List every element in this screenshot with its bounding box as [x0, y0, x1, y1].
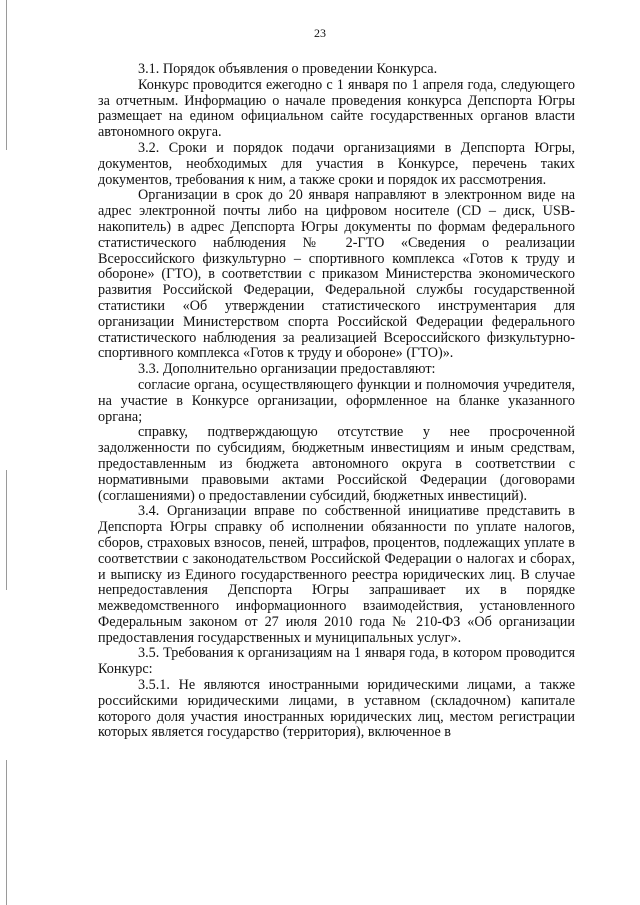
- scan-margin-line: [6, 760, 7, 905]
- paragraph-documents-submission: Организации в срок до 20 января направляют в электронном виде на адрес электронной почты либо на цифровом носителе (CD – диск, USB-накопитель) в адрес Депспорта Югры документы по формам федерального статистического наблюдения № 2-ГТО «Сведения о реализации Всероссийского физкультурно – спортивного комплекса «Готов к труду и обороне» (ГТО), в соответствии с приказом Министерства экономического развития Российской Федерации, Федеральной службы государственной статистики «Об утверждении статистического инструментария для организации Министерством спорта Российской Федерации федерального статистического наблюдения за реализацией Всероссийского физкультурно-спортивного комплекса «Готов к труду и обороне» (ГТО)».: [98, 187, 575, 362]
- scan-margin-line: [6, 0, 7, 150]
- document-body: [98, 62, 575, 741]
- paragraph-contest-schedule: Конкурс проводится ежегодно с 1 января по 1 апреля года, следующего за отчетным. Информацию о начале проведения конкурса Депспорта Югры размещает на едином официальном сайте государственных органов власти автономного округа.: [98, 76, 575, 141]
- paragraph-3-2-heading: 3.2. Сроки и порядок подачи организациями в Депспорта Югры, документов, необходимых для участия в Конкурсе, перечень таких документов, требования к ним, а также сроки и порядок их рассмотрения.: [98, 139, 575, 188]
- paragraph-3-4-tax-certificate: 3.4. Организации вправе по собственной инициативе представить в Депспорта Югры справку об исполнении обязанности по уплате налогов, сборов, страховых взносов, пеней, штрафов, процентов, подлежащих уплате в соответствии с законодательством Российской Федерации о налогах и сборах, и выписку из Единого государственного реестра юридических лиц. В случае непредоставления Депспорта Югры запрашивает их в порядке межведомственного информационного взаимодействия, установленного Федеральным законом от 27 июля 2010 года № 210-ФЗ «Об организации предоставления государственных и муниципальных услуг».: [98, 503, 575, 646]
- paragraph-3-5-1-foreign-entities: 3.5.1. Не являются иностранными юридическими лицами, а также российскими юридическими лицами, в уставном (складочном) капитале которого доля участия иностранных юридических лиц, местом регистрации которых является государство (территория), включенное в: [98, 677, 575, 741]
- paragraph-debt-certificate: справку, подтверждающую отсутствие у нее просроченной задолженности по субсидиям, бюджетным инвестициям и иным средствам, предоставленным из бюджета автономного округа в соответствии с нормативными правовыми актами Российской Федерации (договорами (соглашениями) о предоставлении субсидий, бюджетных инвестиций).: [98, 424, 575, 504]
- paragraph-founder-consent: согласие органа, осуществляющего функции и полномочия учредителя, на участие в Конкурсе организации, оформленное на бланке указанного органа;: [98, 376, 575, 425]
- page-number: 23: [314, 26, 326, 40]
- paragraph-3-3-heading: 3.3. Дополнительно организации предоставляют:: [138, 361, 436, 378]
- paragraph-3-5-requirements: 3.5. Требования к организациям на 1 января года, в котором проводится Конкурс:: [98, 645, 575, 678]
- scan-margin-line: [6, 470, 7, 590]
- paragraph-3-1-heading: 3.1. Порядок объявления о проведении Конкурса.: [138, 61, 438, 77]
